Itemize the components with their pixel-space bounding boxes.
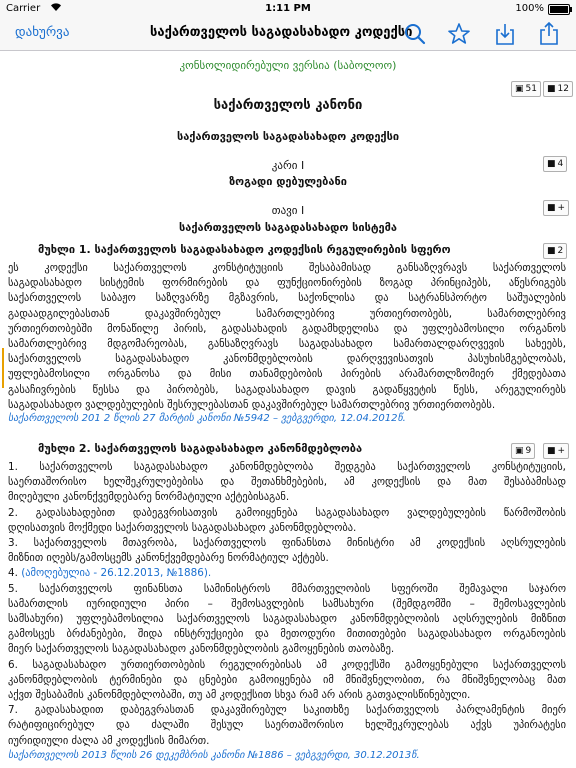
article-2-badge-plus: + — [557, 446, 566, 456]
text-line: 5. საქართველოს ფინანსთა სამინისტროს მმართველობის სფეროში შემავალი საჯარო — [8, 582, 566, 595]
text-line: საერთაშორისო ხელშეკრულებებისა და შეთანხმებების, ამ კოდექსის და მათ შესაბამისად — [8, 476, 566, 489]
part-comment-badge[interactable] — [543, 156, 567, 172]
highlight-marker — [2, 348, 4, 388]
text-line: რატიფიცირებულ და ძალაში შესულ საერთაშორისო ხელშეკრულებას აქვს უპირატესი — [8, 719, 566, 732]
print-icon: ▣ — [515, 446, 524, 456]
print-icon: ▣ — [515, 84, 524, 94]
part-title: ზოგადი დებულებანი — [229, 175, 347, 188]
page-title: საქართველოს საგადასახადო კოდექსი — [150, 25, 413, 40]
article-2-add-badge[interactable] — [543, 443, 569, 459]
comment-icon: ■ — [547, 159, 556, 169]
battery-percent: 100% — [515, 3, 544, 14]
article-1-comment-badge[interactable] — [543, 243, 567, 259]
print-count-badge[interactable] — [511, 81, 541, 97]
article-2-print-badge[interactable] — [511, 443, 535, 459]
article-1-title: მუხლი 1. საქართველოს საგადასახადო კოდექსის რეგულირების სფერო — [38, 243, 451, 256]
text-line: ურთიერთობებში მონაწილე პირის, გადასახადის გადამხდელისა და უფლებამოსილი ორგანოს — [8, 322, 566, 335]
chapter-badge-plus: + — [557, 203, 566, 213]
text-line: მიერ საქართველოს საგადასახადო კანონმდებლობის გამოყენების თაობაზე. — [8, 643, 395, 656]
text-line: საქართველოს საბაჟო საზღვარზე მგზავრის, საქონლისა და სატრანსპორტო საშუალების — [8, 292, 566, 305]
text-line: 6. საგადასახადო ურთიერთობების რეგულირებისას ამ კოდექსში გამოყენებული საქართველოს — [8, 658, 566, 671]
comment-count: 12 — [557, 84, 569, 94]
carrier-label: Carrier — [6, 3, 41, 14]
text-line: 1. საქართველოს საგადასახადო კანონმდებლობა შედგება საქართველოს კონსტიტუციის, — [8, 461, 566, 473]
article-2-text[interactable] — [8, 460, 566, 749]
text-line: სამართლის იურიდიული პირი – შემოსავლების სამსახური (შემდგომში – შემოსავლების — [8, 597, 566, 610]
text-line: საგადასახადო სისტემის ფორმირების და ფუნქციონირების ზოგად პრინციპებს, აწესრიგებს — [8, 277, 566, 290]
search-icon[interactable] — [402, 21, 428, 47]
chapter-title: საქართველოს საგადასახადო სისტემა — [179, 221, 397, 234]
article-2-title: მუხლი 2. საქართველოს საგადასახადო კანონმდებლობა — [38, 442, 363, 455]
clock: 1:11 PM — [265, 3, 311, 14]
law-title: საქართველოს კანონი — [213, 98, 363, 113]
version-label: კონსოლიდირებული ვერსია (საბოლოო) — [179, 59, 397, 72]
part-badge-count: 4 — [557, 159, 564, 169]
status-bar — [0, 0, 576, 18]
text-line: მიზნით იღებს/გამოსცემს კანონქვემდებარე ნორმატიულ აქტებს. — [8, 552, 329, 565]
text-line: გამოსცეს ბრძანებები, შიდა ინსტრუქციები და მეთოდური მითითებები საგადასახადო ორგანოების — [8, 628, 566, 641]
text-line: საგადასახადო ვალდებულების შესრულებასთან დაკავშირებულ სამართლებრივ ურთიერთობებს. — [8, 398, 496, 411]
document-view[interactable] — [0, 51, 576, 768]
text-line: მიღებული კანონქვემდებარე ნორმატიული აქტებისაგან. — [8, 491, 290, 504]
download-icon[interactable] — [492, 21, 518, 47]
text-line: 4. (ამოღებულია - 26.12.2013, №1886). — [8, 567, 212, 580]
text-line: საქართველოს საგადასახადო კანონმდებლობის დარღვევისათვის პასუხისმგებლობას, — [8, 353, 566, 366]
chapter-add-badge[interactable] — [543, 200, 569, 216]
comment-icon: ■ — [547, 446, 556, 456]
text-line: სამსახური) უფლებამოსილია საქართველოს საგადასახადო კანონმდებლობის აღსრულების მიზნით — [8, 613, 566, 626]
repealed-link[interactable]: (ამოღებულია - 26.12.2013, №1886). — [21, 567, 212, 580]
comment-icon: ■ — [547, 246, 556, 256]
text-line: დღისათვის მოქმედი საქართველოს საგადასახადო კანონმდებლობა. — [8, 521, 357, 534]
text-line: გადაადგილებასთან დაკავშირებულ სამართლებრივ ურთიერთობებს, სამართლებრივ — [8, 307, 566, 320]
navigation-bar — [0, 18, 576, 51]
text-line: 7. გადასახადით დაბეგვრასთან დაკავშირებულ საკითხზე საქართველოს პარლამენტის მიერ — [8, 704, 566, 717]
star-icon[interactable] — [446, 21, 472, 47]
article-2-amendment-note[interactable]: საქართველოს 2013 წლის 26 დეკემბრის კანონი №1886 – ვებგვერდი, 30.12.2013წ. — [8, 750, 420, 761]
text-line: უფლებამოსილი ორგანოსა და მისი თანამდებობის პირების არამართლზომიერ ქმედებათა — [8, 368, 566, 381]
print-count: 51 — [525, 84, 537, 94]
text-line: სამართლებრივ მდგომარეობას, განსაზღვრავს საგადასახადო სამართალდარღვევის სახეებს, — [8, 338, 566, 351]
share-icon[interactable] — [536, 21, 562, 47]
chapter-label: თავი I — [271, 204, 305, 217]
comment-icon: ■ — [547, 84, 556, 94]
code-title: საქართველოს საგადასახადო კოდექსი — [176, 130, 400, 143]
comment-icon: ■ — [547, 203, 556, 213]
battery-icon — [548, 4, 570, 15]
text-line: გასაჩივრების წესსა და პირობებს, საგადასახადო დავის გადაწყვეტის წესს, არეგულირებს — [8, 383, 566, 396]
text-line: იურიდიული ძალა ამ კოდექსის მიმართ. — [8, 734, 210, 747]
close-button[interactable]: დახურვა — [15, 25, 70, 40]
part-label: კარი I — [271, 159, 305, 172]
article-1-badge-count: 2 — [557, 246, 564, 256]
text-line: კანონმდებლობის ტერმინები და ცნებები გამოიყენება იმ მნიშვნელობით, რა მნიშვნელობაც მათ — [8, 673, 566, 686]
article-1-amendment-note[interactable]: საქართველოს 201 2 წლის 27 მარტის კანონი №5942 – ვებგვერდი, 12.04.2012წ. — [8, 413, 406, 424]
text-line: 3. საქართველოს მთავრობა, საქართველოს ფინანსთა მინისტრი ამ კოდექსის აღსრულების — [8, 537, 566, 550]
article-2-badge-count: 9 — [525, 446, 532, 456]
article-1-text[interactable] — [8, 261, 566, 413]
text-line: აქვთ შესაბამის კანონმდებლობაში, თუ ამ კოდექსით სხვა რამ არ არის გათვალისწინებული. — [8, 689, 471, 702]
comment-count-badge[interactable] — [543, 81, 573, 97]
text-line: ეს კოდექსი საქართველოს კონსტიტუციის შესაბამისად განსაზღვრავს საქართველოს — [8, 262, 566, 274]
text-line: 2. გადასახადებით დაბეგვრისათვის გამოიყენება საგადასახადო ვალდებულების წარმოშობის — [8, 506, 566, 519]
